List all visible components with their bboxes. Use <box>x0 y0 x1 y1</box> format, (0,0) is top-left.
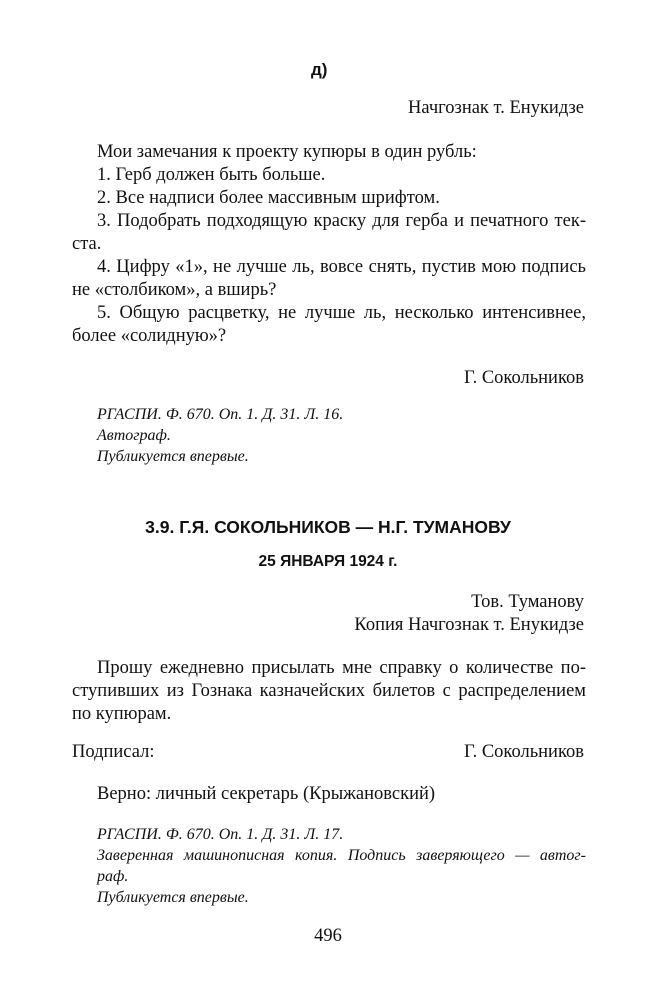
list-item-continuation: не «столбиком», а вширь? <box>72 280 277 300</box>
addressee: Тов. Туманову <box>471 592 584 612</box>
list-item: 4. Цифру «1», не лучше ль, вовсе снять, пустив мою подпись <box>97 257 586 277</box>
section-heading: 3.9. Г.Я. СОКОЛЬНИКОВ — Н.Г. ТУМАНОВУ <box>145 517 511 537</box>
body-line: по купюрам. <box>72 704 172 724</box>
list-item: 3. Подобрать подходящую краску для герба и печатного тек- <box>97 211 586 231</box>
list-item: 1. Герб должен быть больше. <box>97 165 326 185</box>
letter-label: д) <box>311 60 328 79</box>
addressee: Копия Начгознак т. Енукидзе <box>354 615 584 635</box>
body-line: Прошу ежедневно присылать мне справку о количестве по- <box>97 658 586 678</box>
list-item: 2. Все надписи более массивным шрифтом. <box>97 188 440 208</box>
section-date: 25 ЯНВАРЯ 1924 г. <box>258 553 398 570</box>
signature: Г. Сокольников <box>463 742 584 762</box>
archive-note: раф. <box>97 868 129 885</box>
list-item-continuation: более «солидную»? <box>72 326 227 346</box>
archive-note: Публикуется впервые. <box>97 448 249 465</box>
addressee: Начгознак т. Енукидзе <box>408 98 584 118</box>
list-item: 5. Общую расцветку, не лучше ль, несколько интенсивнее, <box>97 303 586 323</box>
verification-line: Верно: личный секретарь (Крыжановский) <box>97 784 436 804</box>
page-number: 496 <box>314 926 342 946</box>
archive-note: Автограф. <box>97 427 171 444</box>
list-item-continuation: ста. <box>72 234 102 254</box>
intro-line: Мои замечания к проекту купюры в один рубль: <box>97 142 477 162</box>
archive-source: РГАСПИ. Ф. 670. Оп. 1. Д. 31. Л. 17. <box>97 826 344 843</box>
archive-source: РГАСПИ. Ф. 670. Оп. 1. Д. 31. Л. 16. <box>97 406 344 423</box>
archive-note: Заверенная машинописная копия. Подпись заверяющего — автог- <box>97 847 586 864</box>
body-line: ступивших из Гознака казначейских билетов с распределением <box>72 681 586 701</box>
archive-note: Публикуется впервые. <box>97 889 249 906</box>
signed-label: Подписал: <box>72 742 155 762</box>
signature: Г. Сокольников <box>463 368 584 388</box>
